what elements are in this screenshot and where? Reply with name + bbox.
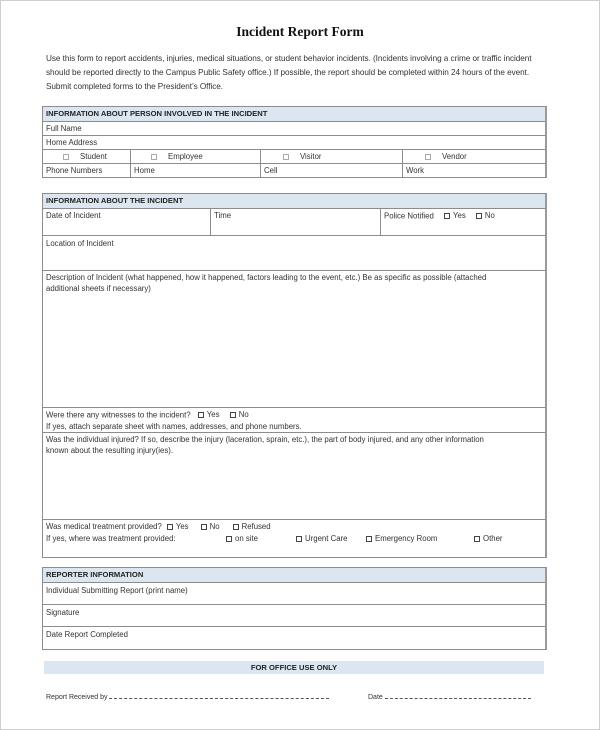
incident-section-header: INFORMATION ABOUT THE INCIDENT [43, 194, 545, 208]
police-yes-option[interactable]: Yes [444, 210, 466, 221]
checkbox-icon[interactable] [226, 536, 232, 542]
date-completed-field[interactable]: Date Report Completed [46, 630, 128, 639]
full-name-field[interactable]: Full Name [46, 124, 82, 133]
reporter-section [42, 567, 547, 650]
checkbox-icon[interactable] [63, 154, 69, 160]
checkbox-icon[interactable] [425, 154, 431, 160]
checkbox-icon[interactable] [201, 524, 207, 530]
checkbox-icon[interactable] [476, 213, 482, 219]
injury-description-field[interactable]: Was the individual injured? If so, describe the injury (laceration, sprain, etc.), the part of body injured, and any other information known about the resulting injury(ies). [46, 435, 484, 455]
checkbox-icon[interactable] [283, 154, 289, 160]
checkbox-icon[interactable] [230, 412, 236, 418]
checkbox-icon[interactable] [296, 536, 302, 542]
checkbox-icon[interactable] [366, 536, 372, 542]
cell-phone-field[interactable]: Cell [260, 164, 402, 177]
office-date-field[interactable]: Date [368, 691, 531, 701]
person-section-header: INFORMATION ABOUT PERSON INVOLVED IN THE INCIDENT [43, 107, 545, 121]
office-date-line[interactable] [385, 691, 531, 699]
person-section [42, 106, 547, 178]
role-visitor[interactable]: Visitor [260, 150, 402, 163]
checkbox-icon[interactable] [151, 154, 157, 160]
date-of-incident-field[interactable]: Date of Incident [46, 211, 101, 220]
treatment-location-label: If yes, where was treatment provided: [46, 534, 176, 543]
incident-section [42, 193, 547, 558]
role-vendor[interactable]: Vendor [402, 150, 545, 163]
time-field[interactable]: Time [210, 209, 380, 235]
home-address-field[interactable]: Home Address [46, 138, 98, 147]
witnesses-note: If yes, attach separate sheet with names, addresses, and phone numbers. [46, 421, 302, 431]
medical-treatment-field: Was medical treatment provided? Yes No Refused If yes, where was treatment provided: on site Urgent Care Emergency Room Other [46, 522, 503, 543]
home-phone-field[interactable]: Home [130, 164, 260, 177]
intro-text: Use this form to report accidents, injuries, medical situations, or student behavior incidents. (Incidents involving a crime or traffic incident should be reported directly to the Campus Public Safety office.) If possible, the report should be completed within 24 hours of the event. Submit completed forms to the President’s Office. [46, 54, 532, 91]
checkbox-icon[interactable] [233, 524, 239, 530]
police-notified-field: Police Notified Yes No [380, 209, 545, 235]
signature-field[interactable]: Signature [46, 608, 80, 617]
received-by-field[interactable]: Report Received by [46, 691, 329, 701]
description-field[interactable]: Description of Incident (what happened, how it happened, factors leading to the event, etc.) Be as specific as possible (attached additional sheets if necessary) [46, 273, 487, 293]
witnesses-field: Were there any witnesses to the incident? Yes No If yes, attach separate sheet with names, addresses, and phone numbers. [43, 408, 545, 432]
checkbox-icon[interactable] [167, 524, 173, 530]
treatment-emergency-room-option[interactable]: Emergency Room [366, 533, 437, 544]
checkbox-icon[interactable] [198, 412, 204, 418]
checkbox-icon[interactable] [474, 536, 480, 542]
treatment-other-option[interactable]: Other [474, 533, 503, 544]
submitter-name-field[interactable]: Individual Submitting Report (print name) [46, 586, 188, 595]
treatment-onsite-option[interactable]: on site [226, 533, 258, 544]
phone-numbers-label: Phone Numbers [46, 166, 103, 175]
checkbox-icon[interactable] [444, 213, 450, 219]
treatment-yes-option[interactable]: Yes [167, 521, 189, 532]
treatment-urgent-care-option[interactable]: Urgent Care [296, 533, 347, 544]
form-title: Incident Report Form [236, 24, 364, 39]
treatment-refused-option[interactable]: Refused [233, 521, 271, 532]
work-phone-field[interactable]: Work [402, 164, 545, 177]
witnesses-no-option[interactable]: No [230, 409, 249, 420]
witnesses-yes-option[interactable]: Yes [198, 409, 220, 420]
role-employee[interactable]: Employee [130, 150, 260, 163]
role-student[interactable]: Student [43, 150, 130, 163]
reporter-section-header: REPORTER INFORMATION [43, 568, 545, 582]
police-no-option[interactable]: No [476, 210, 495, 221]
treatment-no-option[interactable]: No [201, 521, 220, 532]
office-use-header: FOR OFFICE USE ONLY [44, 661, 544, 674]
received-by-line[interactable] [109, 691, 329, 699]
location-field[interactable]: Location of Incident [46, 239, 114, 248]
